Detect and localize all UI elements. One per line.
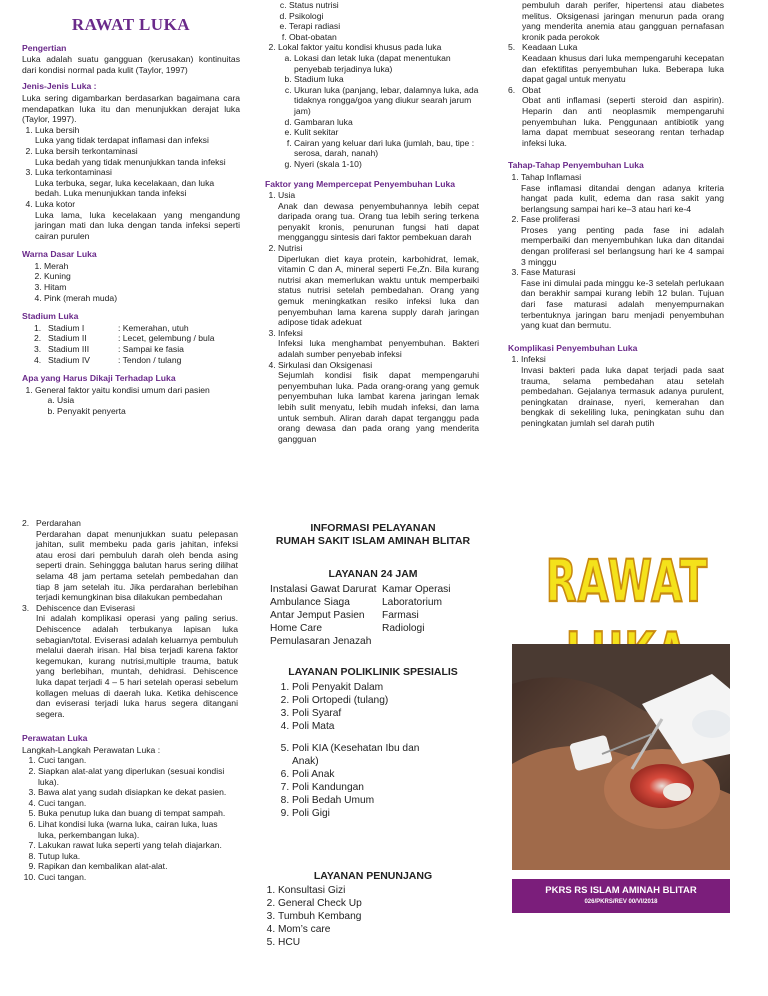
list-item: a. Lokasi dan letak luka (dapat menentukan penyebab terjadinya luka)	[294, 53, 479, 74]
list-item: Radiologi	[382, 623, 425, 634]
item-dehiscence: 3. Dehiscence dan Eviserasi	[22, 602, 135, 613]
apa-list	[22, 385, 240, 417]
layanan24-columns	[262, 583, 484, 648]
table-row: 1. Stadium I : Kemerahan, utuh	[34, 322, 189, 333]
list-item: g. Nyeri (skala 1-10)	[294, 159, 479, 170]
local-factor-list	[265, 42, 479, 169]
footer-title: PKRS RS ISLAM AMINAH BLITAR	[545, 885, 697, 896]
list-item: 1. Tahap Inflamasi Fase inflamasi ditandai dengan adanya kriteria hangat pada kulit, edema dan rasa sakit yang berlangsung sampai hari ke–3 atau hari ke-4	[521, 172, 724, 214]
footer-code: 026/PKRS/REV 00/VI/2018	[584, 899, 658, 905]
footer-banner	[512, 879, 730, 913]
wound-care-illustration	[512, 644, 730, 870]
panel-5	[262, 522, 484, 949]
list-item: c. Status nutrisi	[289, 0, 479, 11]
panel-4	[22, 518, 238, 883]
stadium-table	[22, 323, 240, 365]
faktor-list	[265, 190, 479, 444]
panel-3	[508, 0, 724, 429]
table-row: 2. Stadium II : Lecet, gelembung / bula	[34, 333, 215, 344]
pengertian-text: Luka adalah suatu gangguan (kerusakan) kontinuitas dari kondisi normal pada kulit (Taylor, 1997)	[22, 54, 240, 75]
list-item: 1. General faktor yaitu kondisi umum dari pasien a. Usia b. Penyakit penyerta	[35, 385, 240, 417]
list-item: 1. Infeksi Invasi bakteri pada luka dapat terjadi pada saat trauma, selama pembedahan atau setelah pembedahan. Gejalanya termasuk adanya purulent, peningkatan drainase, nyeri, kemerahan dan bengkak di sekeliling luka, peningkatan suhu dan peningkatan jumlah sel darah putih	[521, 354, 724, 428]
list-item: 3. Poli Syaraf	[292, 707, 484, 720]
list-item: 4. Luka kotor Luka lama, luka kecelakaan yang mengandung jaringan mati dan luka dengan tanda infeksi seperti cairan purulen	[35, 199, 240, 241]
penunjang-list	[262, 884, 484, 949]
warna-list	[22, 261, 240, 303]
tahap-heading: Tahap-Tahap Penyembuhan Luka	[508, 160, 644, 171]
poli-list-b	[262, 742, 422, 820]
list-item: 10. Cuci tangan.	[38, 872, 238, 883]
komplikasi-heading: Komplikasi Penyembuhan Luka	[508, 342, 638, 353]
list-item: 4. Mom’s care	[278, 923, 484, 936]
pengertian-heading: Pengertian	[22, 42, 67, 53]
list-item: Instalasi Gawat Darurat	[270, 584, 377, 595]
list-item: 1. Cuci tangan.	[38, 755, 238, 766]
list-item: 9. Rapikan dan kembalikan alat-alat.	[38, 861, 238, 872]
langkah-label: Langkah-Langkah Perawatan Luka :	[22, 744, 161, 755]
list-item: 5. HCU	[278, 936, 484, 949]
list-item: e. Kulit sekitar	[294, 127, 479, 138]
list-item: 9. Poli Gigi	[292, 807, 422, 820]
list-item: 3. Luka terkontaminasi Luka terbuka, segar, luka kecelakaan, dan luka bedah. Luka menunjukkan tanda infeksi	[35, 167, 240, 199]
list-item: d. Psikologi	[289, 11, 479, 22]
list-item: 8. Tutup luka.	[38, 851, 238, 862]
keadaan-luka-text: Keadaan khusus dari luka mempengaruhi kecepatan dan efektifitas penyembuhan luka. Beberapa luka dapat gagal untuk menyatu	[522, 52, 724, 85]
list-item: 4. Cuci tangan.	[38, 798, 238, 809]
list-item: 3. Bawa alat yang sudah disiapkan ke dekat pasien.	[38, 787, 238, 798]
poli-heading: LAYANAN POLIKLINIK SPESIALIS	[288, 666, 458, 678]
list-item: Pemulasaran Jenazah	[270, 636, 372, 647]
list-item: 6. Poli Anak	[292, 768, 422, 781]
tahap-list	[508, 172, 724, 331]
brochure-title: RAWAT LUKA	[71, 15, 191, 34]
list-item: 6. Lihat kondisi luka (warna luka, cairan luka, luas luka, perkembangan luka).	[38, 819, 238, 840]
cover-title: RAWAT	[545, 548, 709, 616]
list-item: 3. Hitam	[44, 282, 240, 293]
jenis-list	[22, 125, 240, 242]
jenis-heading: Jenis-Jenis Luka :	[22, 81, 97, 92]
perdarahan-text: Perdarahan dapat menunjukkan suatu pelepasan jahitan, sulit membeku pada garis jahitan, infeksi atau erosi dari pembuluh darah oleh benda asing seperti drain. Sehinggga balutan harus sering dilihat selama 48 jam pertama setelah pembedahan dan tiap 8 jam setelah itu. Jika perdarahan berlebihan terjadi kemungkinan bisa dilakukan pembedahan	[36, 528, 238, 603]
list-item: b. Penyakit penyerta	[57, 406, 240, 417]
apa-heading: Apa yang Harus Dikaji Terhadap Luka	[22, 373, 176, 384]
list-item: 1. Merah	[44, 261, 240, 272]
list-item: Kamar Operasi	[382, 584, 451, 595]
list-item: 3. Tumbuh Kembang	[278, 910, 484, 923]
list-item: 4. Poli Mata	[292, 720, 484, 733]
list-item: 2. Kuning	[44, 271, 240, 282]
list-item: 5. Poli KIA (Kesehatan Ibu dan Anak)	[292, 742, 422, 768]
list-item: 3. Fase Maturasi Fase ini dimulai pada minggu ke-3 setelah perlukaan dan berakhir sampai kurang lebih 12 bulan. Tujuan dari fase maturasi adalah menyempurnakan terbentuknya jaringan baru menjadi penyembuhan yang kuat dan bermutu.	[521, 267, 724, 331]
list-item: f. Cairan yang keluar dari luka (jumlah, bau, tipe : serosa, darah, nanah)	[294, 138, 479, 159]
list-item: 2. Lokal faktor yaitu kondisi khusus pada luka a. Lokasi dan letak luka (dapat menentukan penyebab terjadinya luka) b. Stadium luka c. Ukuran luka (panjang, lebar, dalamnya luka, ada tidaknya rongga/goa yang diukur searah jarum jam) d. Gambaran luka e. Kulit sekitar f. Cairan yang keluar dari luka (jumlah, bau, tipe : serosa, darah, nanah) g. Nyeri (skala 1-10)	[278, 42, 479, 169]
obat-text: Obat anti inflamasi (seperti steroid dan aspirin). Heparin dan anti neoplasmik mempengaruhi penyembuhan luka. Penggunaan antibiotik yang lama dapat membuat seseorang rentan terhadap infeksi luka.	[522, 95, 724, 148]
jenis-text: Luka sering digambarkan berdasarkan bagaimana cara mendapatkan luka itu dan menunjukkan derajat luka (Taylor, 1997).	[22, 92, 240, 125]
panel-2	[265, 0, 479, 444]
perawatan-heading: Perawatan Luka	[22, 733, 88, 744]
list-item: d. Gambaran luka	[294, 117, 479, 128]
list-item: 2. Luka bersih terkontaminasi Luka bedah yang tidak menunjukkan tanda infeksi	[35, 146, 240, 167]
list-item: 2. Poli Ortopedi (tulang)	[292, 694, 484, 707]
general-factor-list	[265, 0, 479, 42]
faktor-heading: Faktor yang Mempercepat Penyembuhan Luka	[265, 178, 456, 189]
komplikasi-list	[508, 354, 724, 428]
list-item: 2. Nutrisi Diperlukan diet kaya protein, karbohidrat, lemak, vitamin C dan A, mineral seperti Fe,Zn. Bila kurang nutrisi akan memerlukan waktu untuk memperbaiki status nutrisi setelah pembedahan. Orang yang gemuk meningkatkan resiko infeksi luka dan penyembuhan lama karena supply darah jaringan adipose tidak adekuat	[278, 243, 479, 328]
list-item: 1. Poli Penyakit Dalam	[292, 681, 484, 694]
list-item: Farmasi	[382, 610, 419, 621]
table-row: 4. Stadium IV : Tendon / tulang	[34, 354, 182, 365]
list-item: 1. Usia Anak dan dewasa penyembuhannya lebih cepat daripada orang tua. Orang tua lebih sering terkena penyakit kronis, penurunan fungsi hati dapat mengganggu sintesis dari faktor pembekuan darah	[278, 190, 479, 243]
list-item: 7. Lakukan rawat luka seperti yang telah diajarkan.	[38, 840, 238, 851]
item-keadaan-luka: 5. Keadaan Luka	[508, 42, 578, 53]
dehiscence-text: Ini adalah komplikasi operasi yang paling serius. Dehiscence adalah terbukanya lapisan luka sebagian/total. Eviserasi adalah keluarnya pembuluh melalui daerah irisan. Hal bisa terjadi karena faktor kegemukan, kurang nutrisi,multiple trauma, batuk yang berlebihan, muntah, dehidrasi. Dehiscence luka dapat terjadi 4 – 5 hari setelah operasi sebelum kollagen meluas di daerah luka. Ketika dehiscence dan eviserasi terjadi luka harus segera ditangani segera.	[36, 613, 238, 719]
list-item: 2. Siapkan alat-alat yang diperlukan (sesuai kondisi luka).	[38, 766, 238, 787]
list-item: 3. Infeksi Infeksi luka menghambat penyembuhan. Bakteri adalah sumber penyebab infeksi	[278, 328, 479, 360]
langkah-list	[22, 755, 238, 882]
layanan24-heading: LAYANAN 24 JAM	[328, 568, 418, 580]
panel-1	[22, 0, 240, 417]
list-item: Ambulance Siaga	[270, 597, 350, 608]
list-item: 2. General Check Up	[278, 897, 484, 910]
hospital-heading: RUMAH SAKIT ISLAM AMINAH BLITAR	[275, 535, 471, 547]
item-perdarahan: 2. Perdarahan	[22, 518, 81, 528]
info-heading: INFORMASI PELAYANAN	[310, 522, 436, 534]
list-item: 5. Buka penutup luka dan buang di tempat sampah.	[38, 808, 238, 819]
list-item: 4. Pink (merah muda)	[44, 293, 240, 304]
list-item: 4. Sirkulasi dan Oksigenasi Sejumlah kondisi fisik dapat mempengaruhi penyembuhan luka. Pada orang-orang yang gemuk penyembuhan luka lambat karena jaringan lemak lebih sulit menyatu, lebih mudah infeksi, dan lama untuk sembuh. Aliran darah dapat terganggu pada orang dewasa dan pada orang yang menderita gangguan	[278, 360, 479, 445]
list-item: b. Stadium luka	[294, 74, 479, 85]
list-item: 1. Luka bersih Luka yang tidak terdapat inflamasi dan infeksi	[35, 125, 240, 146]
list-item: a. Usia	[57, 395, 240, 406]
table-row: 3. Stadium III : Sampai ke fasia	[34, 344, 184, 355]
list-item: 1. Konsultasi Gizi	[278, 884, 484, 897]
list-item: 7. Poli Kandungan	[292, 781, 422, 794]
list-item: 2. Fase proliferasi Proses yang penting pada fase ini adalah memperbaiki dan menyembuhkan luka dan ditandai dengan proliferasi sel berlangsung hari ke 4 sampai 3 minggu	[521, 214, 724, 267]
list-item: Laboratorium	[382, 597, 443, 608]
list-item: c. Ukuran luka (panjang, lebar, dalamnya luka, ada tidaknya rongga/goa yang diukur searah jarum jam)	[294, 85, 479, 117]
list-item: f. Obat-obatan	[289, 32, 479, 43]
poli-list-a	[262, 681, 484, 733]
sirkulasi-continued-text: pembuluh darah perifer, hipertensi atau diabetes melitus. Oksigenasi jaringan menurun pada orang yang menderita anemia atau gangguan pernafasan kronik pada perokok	[522, 0, 724, 42]
stadium-heading: Stadium Luka	[22, 311, 79, 322]
warna-heading: Warna Dasar Luka	[22, 249, 97, 260]
list-item: Home Care	[270, 623, 323, 634]
list-item: Antar Jemput Pasien	[270, 610, 365, 621]
list-item: 8. Poli Bedah Umum	[292, 794, 422, 807]
list-item: e. Terapi radiasi	[289, 21, 479, 32]
item-obat: 6. Obat	[508, 84, 541, 95]
penunjang-heading: LAYANAN PENUNJANG	[313, 870, 433, 882]
wound-care-photo	[512, 644, 730, 870]
